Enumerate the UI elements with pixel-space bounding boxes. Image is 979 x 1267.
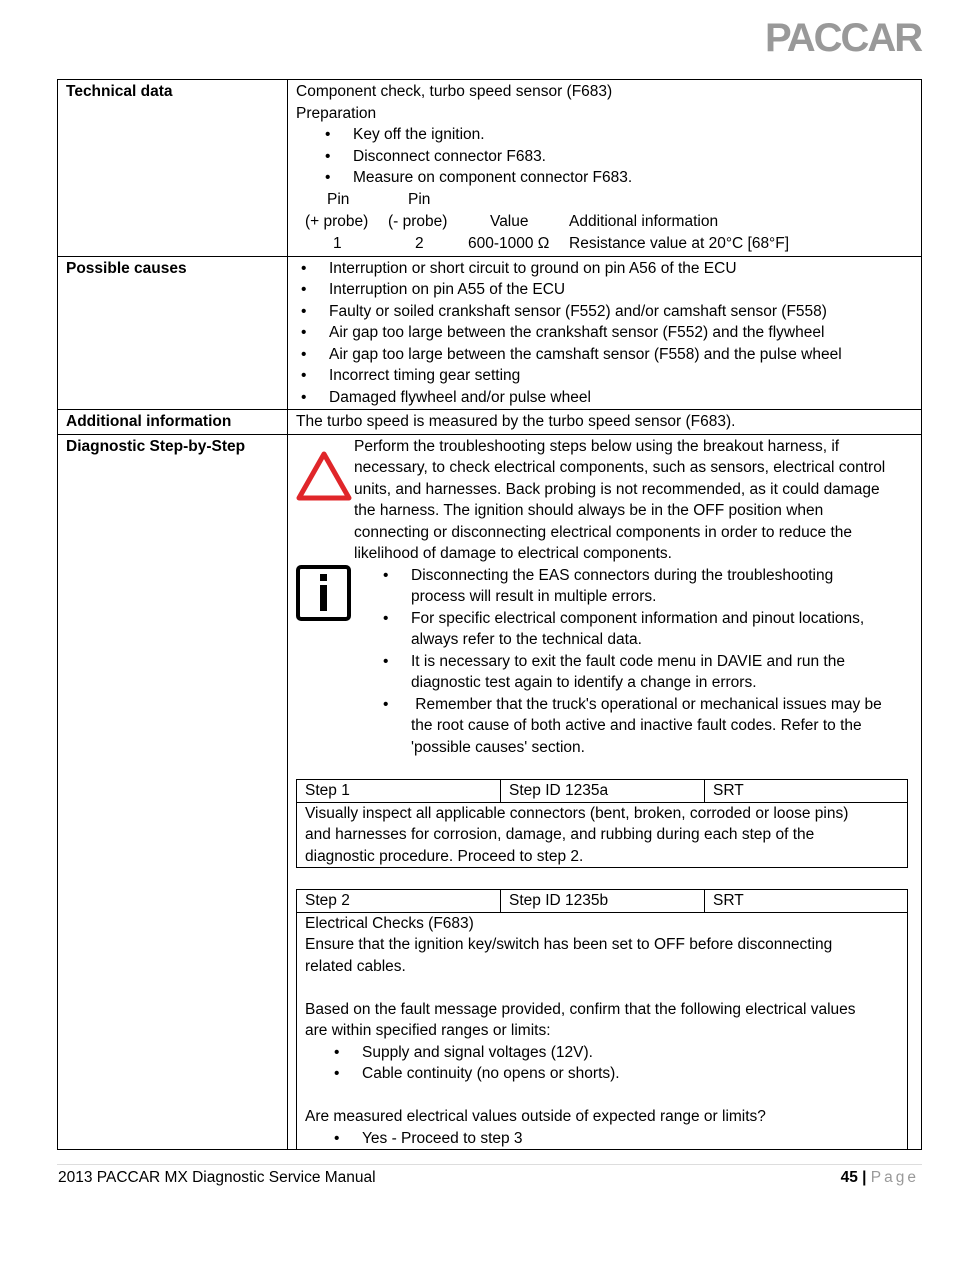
technical-data-cell (288, 80, 922, 257)
step1-table (296, 779, 908, 868)
page-indicator (841, 1169, 919, 1187)
list-item: • Cable continuity (no opens or shorts). (305, 1063, 899, 1085)
step1-number: Step 1 (297, 780, 501, 803)
list-item: • Faulty or soiled crankshaft sensor (F552) and/or camshaft sensor (F558) (296, 301, 913, 323)
info-line: • It is necessary to exit the fault code menu in DAVIE and run the (411, 652, 845, 670)
list-item: • Interruption or short circuit to ground on pin A56 of the ECU (296, 258, 913, 280)
step1-line: and harnesses for corrosion, damage, and rubbing during each step of the (305, 826, 815, 843)
manual-title: 2013 PACCAR MX Diagnostic Service Manual (58, 1169, 376, 1186)
list-item: • Damaged flywheel and/or pulse wheel (296, 387, 913, 409)
list-item: • Key off the ignition. (296, 124, 913, 146)
warning-line: units, and harnesses. Back probing is not recommended, as it could damage (354, 480, 880, 498)
info-line: 'possible causes' section. (411, 738, 585, 756)
additional-info-label: Additional information (58, 410, 288, 435)
list-item: • Measure on component connector F683. (296, 167, 913, 189)
step2-id: Step ID 1235b (501, 890, 705, 913)
list-item (411, 608, 913, 651)
step2-line: Based on the fault message provided, confirm that the following electrical values (305, 1000, 856, 1018)
list-item (411, 651, 913, 694)
checks-list (305, 1042, 899, 1085)
step2-srt: SRT (705, 890, 908, 913)
step2-number: Step 2 (297, 890, 501, 913)
warning-line: Perform the troubleshooting steps below using the breakout harness, if (354, 437, 840, 455)
step2-line: related cables. (305, 957, 406, 975)
step2-body (297, 912, 908, 1149)
info-line: • Remember that the truck's operational or mechanical issues may be (411, 695, 882, 713)
info-line: process will result in multiple errors. (411, 588, 657, 605)
preparation-heading: Preparation (296, 104, 377, 122)
warning-block (296, 436, 913, 565)
page-separator: | (862, 1169, 867, 1186)
step2-title: Electrical Checks (F683) (305, 914, 474, 932)
pin1-value: 1 (333, 234, 342, 252)
preparation-list (296, 124, 913, 189)
step2-table (296, 889, 908, 1149)
logo-text: PACCAR (765, 16, 922, 60)
step1-line: diagnostic procedure. Proceed to step 2. (305, 847, 584, 865)
info-line: • Disconnecting the EAS connectors during the troubleshooting (411, 566, 834, 584)
info-icon (296, 565, 352, 623)
list-item: • Air gap too large between the crankshaft sensor (F552) and the flywheel (296, 322, 913, 344)
step1-srt: SRT (705, 780, 908, 803)
additional-info-header: Additional information (569, 212, 719, 230)
warning-triangle-icon (296, 450, 352, 502)
pin2-header: Pin (408, 190, 431, 208)
list-item: • Interruption on pin A55 of the ECU (296, 279, 913, 301)
info-block (296, 565, 913, 759)
additional-info-row (58, 410, 922, 435)
warning-line: likelihood of damage to electrical components. (354, 545, 672, 562)
paccar-logo (765, 16, 923, 60)
warning-line: connecting or disconnecting electrical components in order to reduce the (354, 523, 853, 541)
pin-measurement-table (296, 189, 913, 255)
possible-causes-label: Possible causes (58, 256, 288, 410)
technical-title: Component check, turbo speed sensor (F683) (296, 83, 613, 100)
pin1-header: Pin (327, 190, 350, 208)
list-item: • Air gap too large between the camshaft sensor (F558) and the pulse wheel (296, 344, 913, 366)
additional-info-text: The turbo speed is measured by the turbo speed sensor (F683). (288, 410, 922, 435)
step1-line: Visually inspect all applicable connectors (bent, broken, corroded or loose pins) (305, 804, 849, 822)
causes-list (296, 258, 913, 409)
list-item (411, 565, 913, 608)
page-footer (57, 1164, 922, 1186)
page-word: Page (870, 1169, 919, 1186)
technical-data-row (58, 80, 922, 257)
info-line: the root cause of both active and inactive fault codes. Refer to the (411, 717, 862, 734)
probe-plus-header: (+ probe) (305, 212, 369, 230)
step1-body (297, 802, 908, 868)
page-number: 45 (840, 1169, 858, 1186)
resistance-value: 600-1000 Ω (468, 234, 550, 252)
step2-line: are within specified ranges or limits: (305, 1022, 551, 1039)
step1-id: Step ID 1235a (501, 780, 705, 803)
probe-minus-header: (- probe) (388, 212, 448, 230)
pin2-value: 2 (415, 234, 424, 252)
diagnostic-cell (288, 434, 922, 1150)
resistance-note: Resistance value at 20°C [68°F] (569, 234, 790, 252)
diagnostic-table (57, 79, 922, 1150)
info-list (411, 565, 913, 759)
list-item: • Disconnect connector F683. (296, 146, 913, 168)
answers-list (305, 1128, 899, 1150)
warning-line: the harness. The ignition should always be in the OFF position when (354, 502, 824, 519)
info-line: always refer to the technical data. (411, 631, 642, 648)
info-line: • For specific electrical component information and pinout locations, (411, 609, 865, 627)
list-item: • Yes - Proceed to step 3 (305, 1128, 899, 1150)
step2-line: Ensure that the ignition key/switch has been set to OFF before disconnecting (305, 936, 833, 953)
diagnostic-row (58, 434, 922, 1150)
technical-data-label: Technical data (58, 80, 288, 257)
step2-question: Are measured electrical values outside of expected range or limits? (305, 1108, 766, 1125)
info-line: diagnostic test again to identify a change in errors. (411, 674, 757, 691)
value-header: Value (490, 212, 529, 230)
possible-causes-cell (288, 256, 922, 410)
list-item: • Incorrect timing gear setting (296, 365, 913, 387)
list-item: • Supply and signal voltages (12V). (305, 1042, 899, 1064)
diagnostic-label: Diagnostic Step-by-Step (58, 434, 288, 1150)
possible-causes-row (58, 256, 922, 410)
list-item (411, 694, 913, 759)
warning-line: necessary, to check electrical components, such as sensors, electrical control (354, 459, 886, 476)
